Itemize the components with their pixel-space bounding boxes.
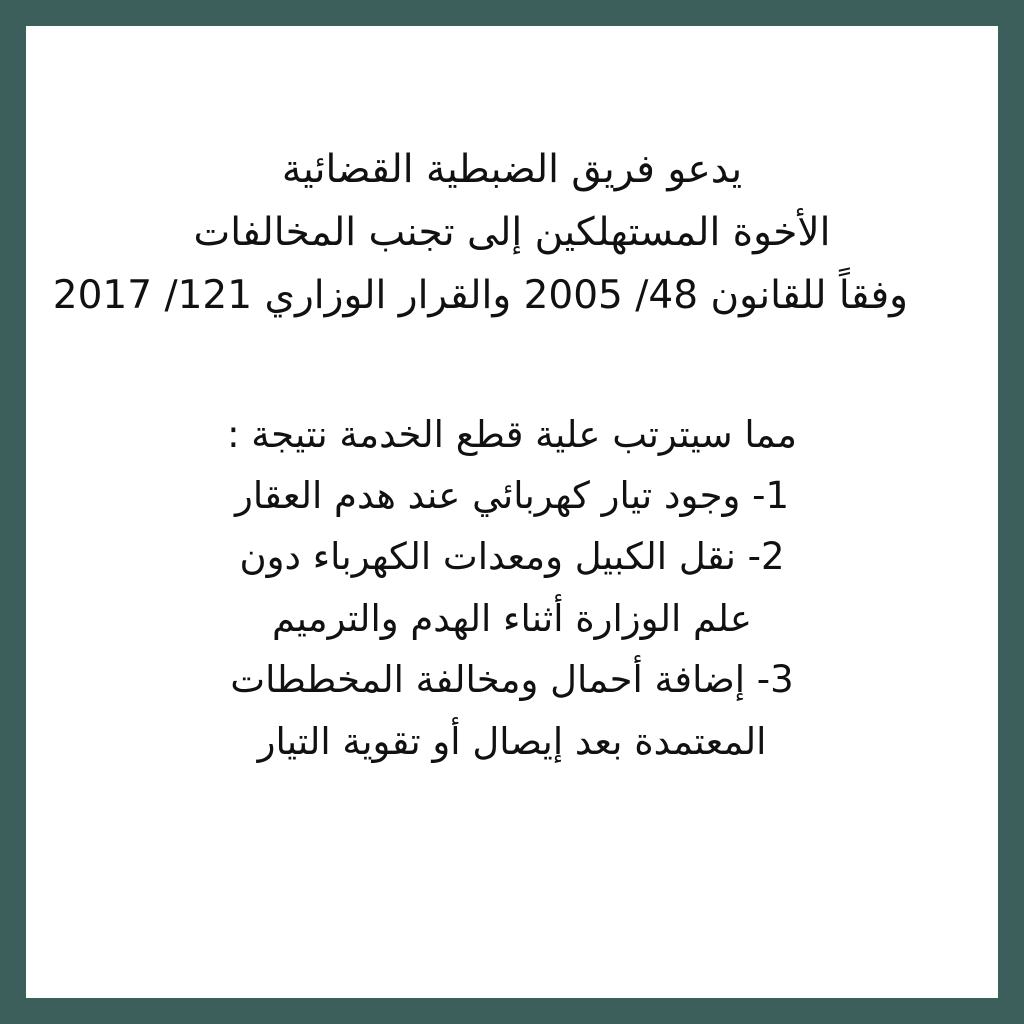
list-item-3-line-2: المعتمدة بعد إيصال أو تقوية التيار — [257, 719, 767, 763]
list-item — [116, 465, 908, 526]
headline-line-3: وفقاً للقانون 48/ 2005 والقرار الوزاري 121/ 2017 — [52, 273, 908, 319]
headline-line-1: يدعو فريق الضبطية القضائية — [281, 147, 743, 192]
list-item-1-line-1: 1- وجود تيار كهربائي عند هدم العقار — [235, 473, 789, 517]
list-item — [116, 649, 908, 772]
list-item-2-line-2: علم الوزارة أثناء الهدم والترميم — [271, 596, 753, 640]
headline-line-2: الأخوة المستهلكين إلى تجنب المخالفات — [193, 210, 831, 256]
body-block — [116, 404, 908, 772]
list-item — [116, 526, 908, 649]
poster-card — [26, 26, 998, 998]
list-item-3-line-1: 3- إضافة أحمال ومخالفة المخططات — [230, 658, 794, 702]
list-item-2-line-1: 2- نقل الكبيل ومعدات الكهرباء دون — [239, 535, 785, 579]
spacer — [116, 328, 908, 404]
poster-content — [26, 26, 998, 772]
intro-text: مما سيترتب علية قطع الخدمة نتيجة : — [227, 412, 797, 456]
headline — [52, 138, 908, 328]
